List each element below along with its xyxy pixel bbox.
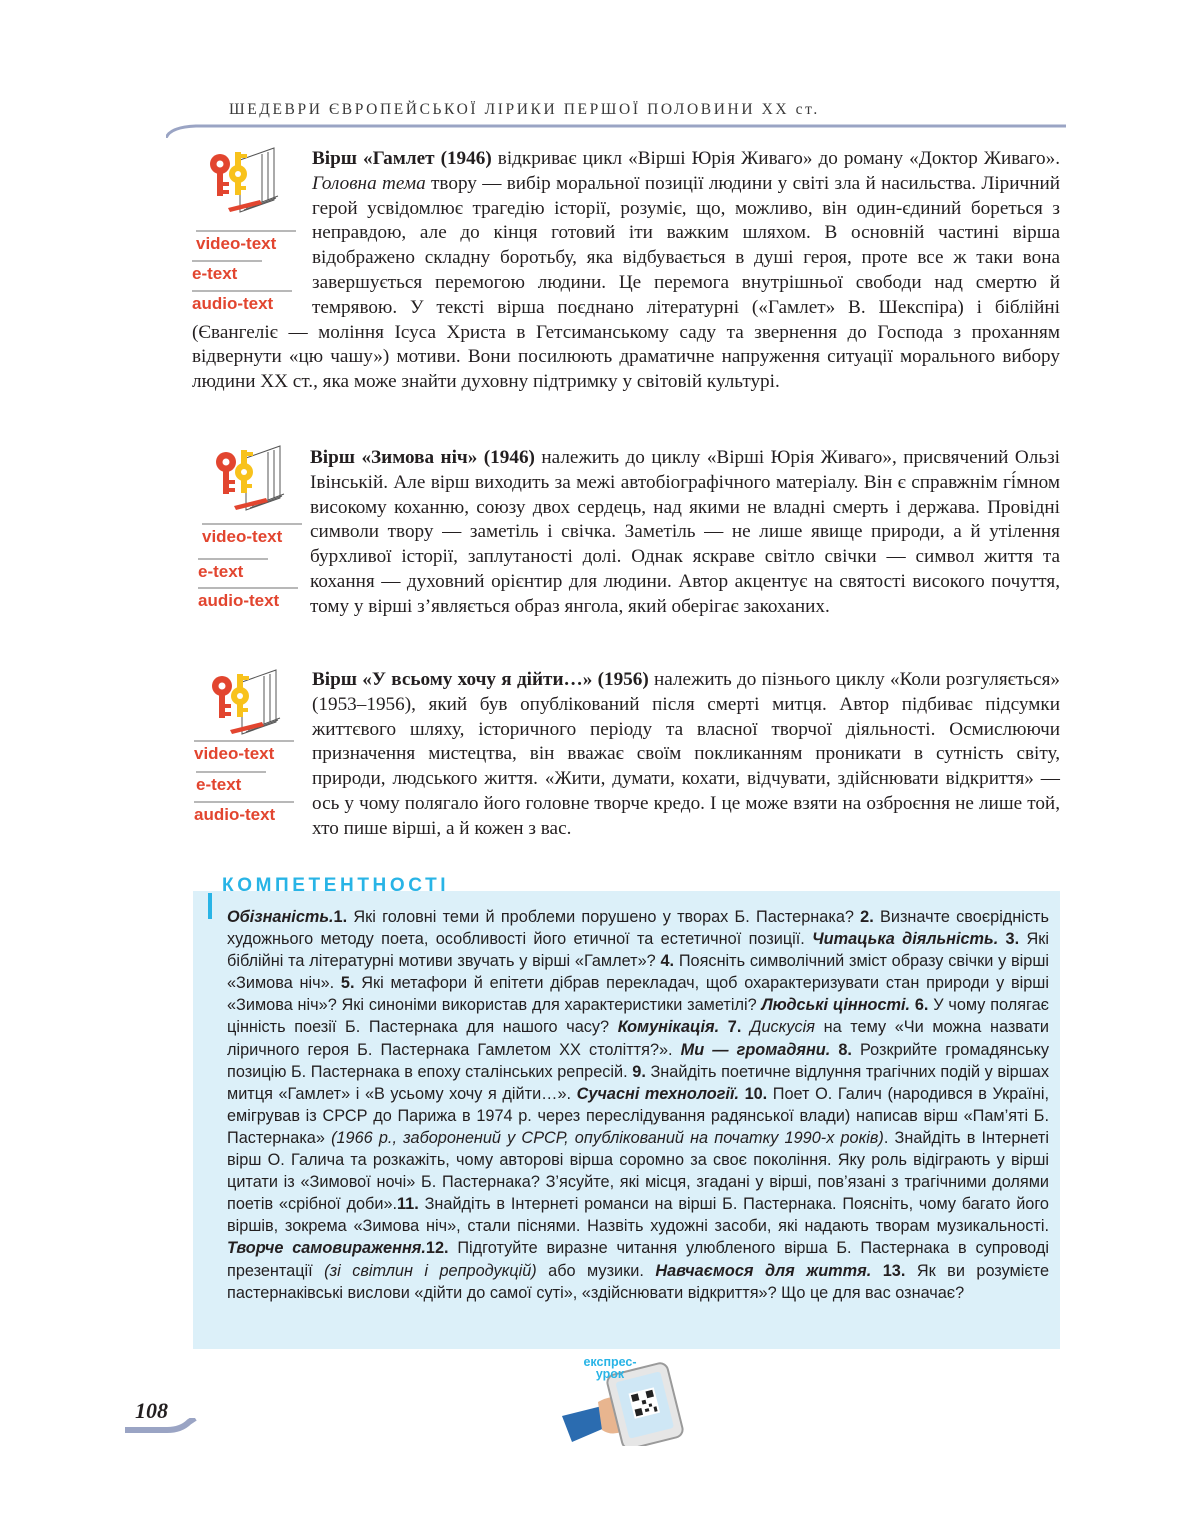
text: належить до циклу «Вірші Юрія Живаго», присвячений Ользі Івінській. Але вірш виходить за межі автобіографічного матеріалу. Він є справжнім гі́мном високому коханню, союзу двох сердець, над якими не владні смерть і держава. Провідні символи твору — заметіль і свічка. Заметіль — не лише явище природи, а й утілення бурхливої історії, заплутаності долі. Однак яскраве світло свічки — символ життя та кохання — духовний орієнтир для людини. Автор акцентує на святості високого почуття, тому у вірші з’являється образ янгола, який оберігає закоханих. [310,447,1060,617]
text: належить до пізнього циклу «Коли розгуляється» (1953–1956), який був опублікований після смерті митця. Автор підбиває підсумки життєвого шляху, історичного періоду та власної творчої діяльності. Осмислюючи призначення мистецтва, він вважає своїм покликанням проникати в сутність світу, природи, людського життя. «Жити, думати, кохати, відчувати, здійснювати відкриття» — ось у чому полягало його головне творче кредо. І це може взяти на озброєння не лише той, хто пише вірші, а й кожен з вас. [312,669,1060,839]
heading-communication: Комунікація. [617,1018,720,1037]
q4-text: Поясніть символічний зміст образу свічки у вірші «Зимова ніч». [227,952,1049,993]
audio-text-link[interactable]: audio-text [194,805,275,825]
q12-text: Підготуйте виразне читання улюбленого вірша Б. Пастернака в супроводі презентації [227,1239,1049,1280]
heading-reading: Читацька діяльність. [812,930,999,949]
heading-creativity: Творче самовираження. [227,1239,426,1258]
competencies-title: КОМПЕТЕНТНОСТІ [222,875,450,896]
heading-awareness: Обізнаність. [227,908,334,926]
q1-number: 1. [333,908,348,926]
text-2: твору — вибір моральної позиції людини у світі зла й насильства. Ліричний герой усвідомлює трагедію історії, розуміє, що, можливо, він один-єдиний бореться з неправдою, але до кінця готовий іти важким шляхом. В основній частині вірша відображено складну боротьбу, яка відбувається в душі героя, проте все ж таки вона завершується перемогою людини. Це перемога внутрішньої свободи над смертю й темрявою. У тексті вірша поєднано літературні («Гамлет» В. Шекспіра) і біблійні (Євангеліє — моління Ісуса Христа в Гетсиманському саду та звернення до Господа з проханням відвернути «цю чашу») мотиви. Вони посилюють драматичне напруження ситуації морального вибору людини ХХ ст., яка може знайти духовну підтримку у світовій культурі. [192,172,1060,393]
lead: Вірш «У всьому хочу я дійти…» (1956) [312,669,649,690]
lead-b: Гамлет (1946) [372,148,492,169]
q2-number: 2. [860,908,874,926]
q5-number: 5. [340,974,355,993]
section-everything [192,662,1060,852]
q6-number: 6. [910,996,929,1015]
header-rule [166,124,1066,138]
video-text-link[interactable]: video-text [194,744,274,764]
q2-text: Визначте своєрідність художнього методу поета, особливості його етичної та естетичної позиції. [227,908,1049,949]
competencies-text [227,906,1049,1304]
video-text-link[interactable]: video-text [196,234,276,254]
q10-text-2: . Знайдіть в Інтернеті вірш О. Галича та розкажіть, чому авторові вірша соромно за своє покоління. Яку роль відіграють у вірші цитати із «Зимової ночі» Б. Пастернака? З’ясуйте, які місця, згадані у вірші, пов’язані з трагічними долями поетів «срібної доби». [227,1128,1049,1214]
q12-italic: (зі світлин і репродукцій) [324,1261,537,1280]
q7-text: на тему «Чи можна назвати ліричного героя Б. Пастернака Гамлетом ХХ століття?». [227,1018,1050,1059]
q10-text: Поет О. Галич (народився в Україні, емігрував із СРСР до Парижа в 1974 р. через переслідування радянської влади) написав вірш «Пам’яті Б. Пастернака» [227,1084,1049,1147]
e-text-link[interactable]: e-text [196,775,241,795]
section-winter-night [192,440,1060,650]
q10-number: 10. [739,1084,768,1103]
paragraph-hamlet [192,147,1060,395]
express-lesson-label: експрес-урок [583,1355,637,1381]
q13-text: Як ви розумієте пастернаківські вислови «дійти до самої суті», «здійснювати відкриття»? Що це для вас означає? [227,1261,1049,1302]
competencies-accent-bar [208,893,212,919]
q11-number: 11. [397,1195,419,1214]
lead: Вірш «Зимова ніч» (1946) [310,447,535,468]
heading-technologies: Сучасні технології. [576,1084,739,1103]
page-number: 108 [135,1398,168,1423]
paragraph-winter-night [192,446,1060,620]
q1-text: Які головні теми й проблеми порушено у творах Б. Пастернака? [347,908,861,926]
q7-number: 7. [719,1018,742,1037]
text-1: відкриває цикл «Вірші Юрія Живаго» до роману «Доктор Живаго». [491,148,1061,169]
audio-text-link[interactable]: audio-text [198,591,279,611]
q10-italic: (1966 р., заборонений у СРСР, опублікований на початку 1990-х років) [324,1128,884,1147]
q9-text: Знайдіть поетичне відлуння трагічних подій у віршах митця «Гамлет» і «В усьому хочу я дійти…». [227,1062,1049,1103]
q12-number: 12. [425,1239,449,1258]
italic-theme: Головна тема [312,172,426,194]
q6-text: У чому полягає цінність поезії Б. Пастернака для нашого часу? [227,996,1049,1037]
q4-number: 4. [660,952,675,971]
q8-number: 8. [830,1040,852,1059]
q13-number: 13. [871,1261,906,1280]
running-head: ШЕДЕВРИ ЄВРОПЕЙСЬКОЇ ЛІРИКИ ПЕРШОЇ ПОЛОВИНИ ХХ ст. [229,101,820,118]
audio-text-link[interactable]: audio-text [192,294,273,314]
heading-citizens: Ми — громадяни. [680,1040,831,1059]
q9-number: 9. [632,1062,646,1081]
q11-text: Знайдіть в Інтернеті романси на вірші Б. Пастернака. Поясніть, чому багато його віршів, зокрема «Зимова ніч», стали піснями. Назвіть художні засоби, які надають творам музикальності. [227,1195,1049,1236]
e-text-link[interactable]: e-text [192,264,237,284]
q12-text-2: або музики. [536,1261,656,1280]
heading-values: Людські цінності. [761,996,911,1015]
e-text-link[interactable]: e-text [198,562,243,582]
q8-text: Розкрийте громадянську позицію Б. Пастернака в епоху сталінських репресій. [227,1040,1049,1081]
express-lesson-qr[interactable] [562,1354,688,1446]
q5-text: Які метафори й епітети дібрав перекладач, щоб охарактеризувати стан природи у вірші «Зимова ніч»? Які синоніми використав для характеристики заметілі? [227,974,1049,1015]
footer-rule [125,1418,197,1438]
section-hamlet [192,142,1060,422]
q3-number: 3. [998,930,1020,949]
q7-italic: Дискусія [741,1018,815,1037]
heading-life-learning: Навчаємося для життя. [655,1261,872,1280]
video-text-link[interactable]: video-text [202,527,282,547]
lead-a: Вірш « [312,148,373,169]
q3-text: Які біблійні та літературні мотиви звучать у вірші «Гамлет»? [227,930,1049,971]
paragraph-everything [192,668,1060,842]
